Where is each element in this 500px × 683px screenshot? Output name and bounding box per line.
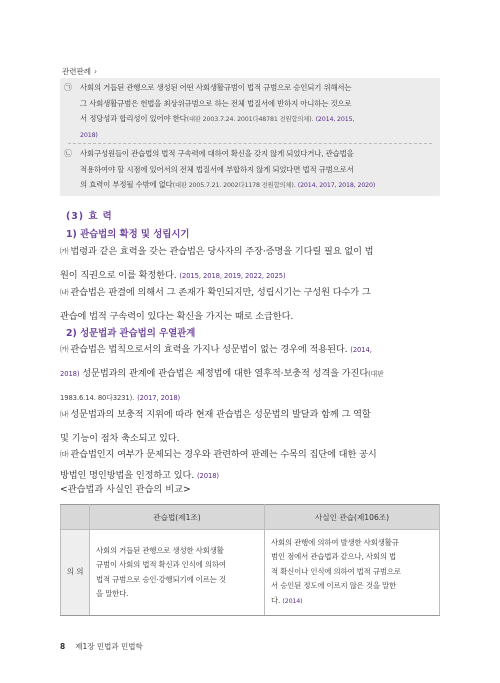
sub2-paragraph-3: ㈐ 관습법인지 여부가 문제되는 경우와 관련하여 판례는 수목의 집단에 대한 공시 <box>60 449 377 460</box>
case-2-line-2: 적용하여야 할 시점에 있어서의 전체 법질서에 부합하지 않게 되었다면 법적 규범으로서 <box>80 164 354 174</box>
sub2-paragraph-3-cont: 방법인 명인방법을 인정하고 있다. (2018) <box>60 470 219 481</box>
table-header-row <box>61 505 440 530</box>
case-1-exam-years: (2014, 2015, <box>315 116 355 123</box>
page-number: 8 <box>60 642 66 651</box>
circled-da: ㈐ <box>60 450 69 460</box>
section-heading: (3) 효 력 <box>66 211 113 222</box>
case-2-line-3: 의 효력이 부정될 수밖에 없다(대판 2005.7.21. 2002다1178 전원합의체). (2014, 2017, 2018, 2020) <box>80 180 376 189</box>
case-1-line-3: 서 정당성과 합리성이 있어야 한다(대판 2003.7.24. 2001다48781 전원합의체). (2014, 2015, <box>80 114 355 123</box>
sub2-p3-exam-years: (2018) <box>196 472 219 480</box>
case-2-exam-years: (2014, 2017, 2018, 2020) <box>297 182 376 189</box>
related-case-1 <box>64 80 430 143</box>
table-row <box>61 530 440 616</box>
chevron-right-icon: › <box>93 67 97 76</box>
sub1-p1-exam-years: (2015, 2018, 2019, 2022, 2025) <box>179 272 286 280</box>
chapter-title: 제1장 민법과 민법학 <box>75 642 143 651</box>
table-corner-cell <box>61 505 90 530</box>
cell-factual-custom-meaning: 사회의 관행에 의하여 발생한 사회생활규 범인 점에서 관습법과 같으나, 사회의 법 적 확신이나 인식에 의하여 법적 규범으로 서 승인된 정도에 이르지 않은 것을 말한 다. (2014) <box>265 530 440 616</box>
circled-letter-2: ㉡ <box>64 149 72 158</box>
case-2-citation: (대판 2005.7.21. 2002다1178 전원합의체). <box>172 182 296 189</box>
subsection-2-heading: 2) 성문법과 관습법의 우열관계 <box>66 328 196 339</box>
cell-customary-law-meaning: 사회의 거듭된 관행으로 생성한 사회생활 규범이 사회의 법적 확신과 인식에 의하여 법적 규범으로 승인·강행되기에 이르는 것 을 말한다. <box>90 530 265 616</box>
case-1-line-1: 사회의 거듭된 관행으로 생성된 어떤 사회생활규범이 법적 규범으로 승인되기 위해서는 <box>80 83 352 92</box>
related-cases-label: 관련판례 <box>62 67 91 76</box>
sub2-paragraph-2: ㈏ 성문법과의 보충적 지위에 따라 현재 관습법은 성문법의 발달과 함께 그 역할 및 기능이 점차 축소되고 있다. <box>60 409 371 444</box>
sub1-paragraph-2: ㈏ 관습법은 판결에 의해서 그 존재가 확인되지만, 성립시기는 구성원 다수가 그 관습에 법적 구속력이 있다는 확신을 가지는 때로 소급한다. <box>60 287 371 322</box>
circled-letter-1: ㉠ <box>64 83 72 92</box>
comparison-table <box>60 504 440 616</box>
page-footer <box>60 641 143 652</box>
circled-na-2: ㈏ <box>60 410 69 420</box>
case-1-citation: (대판 2003.7.24. 2001다48781 전원합의체). <box>186 116 314 123</box>
row-label-meaning: 의 의 <box>61 530 90 616</box>
col-header-factual-custom: 사실인 관습(제106조) <box>265 505 440 530</box>
case-2-line-1: 사회구성원들이 관습법의 법적 구속력에 대하여 확신을 갖지 않게 되었다거나, 관습법을 <box>80 149 354 158</box>
comparison-title: <관습법과 사실인 관습의 비교> <box>60 484 191 495</box>
case-1-exam-years-cont: 2018) <box>80 131 98 139</box>
case-1-line-2: 그 사회생활규범은 헌법을 최상위규범으로 하는 전체 법질서에 반하지 아니하는 것으로 <box>80 98 352 108</box>
cell-exam-years: (2014) <box>282 597 303 605</box>
circled-ga-2: ㈎ <box>60 345 69 355</box>
circled-na: ㈏ <box>60 288 69 298</box>
col-header-customary-law: 관습법(제1조) <box>90 505 265 530</box>
sub1-paragraph-1: ㈎ 법령과 같은 효력을 갖는 관습법은 당사자의 주장·증명을 기다릴 필요 없이 법 원이 직권으로 이를 확정한다. (2015, 2018, 2019, 2022, 2025) <box>60 246 374 281</box>
box-divider <box>68 143 432 144</box>
subsection-1-heading: 1) 관습법의 확정 및 성립시기 <box>66 229 190 240</box>
related-cases-tag <box>62 66 97 77</box>
sub2-paragraph-1: ㈎ 관습법은 법칙으로서의 효력을 가지나 성문법이 없는 경우에 적용된다. (2014, 2018) 성문법과의 관계에 관습법은 제정법에 대한 열후적·보충적 성격을 가진다(대판 1983.6.14. 80다3231). (2017, 2018) <box>60 344 384 402</box>
circled-ga: ㈎ <box>60 247 69 257</box>
related-case-2 <box>64 146 430 194</box>
